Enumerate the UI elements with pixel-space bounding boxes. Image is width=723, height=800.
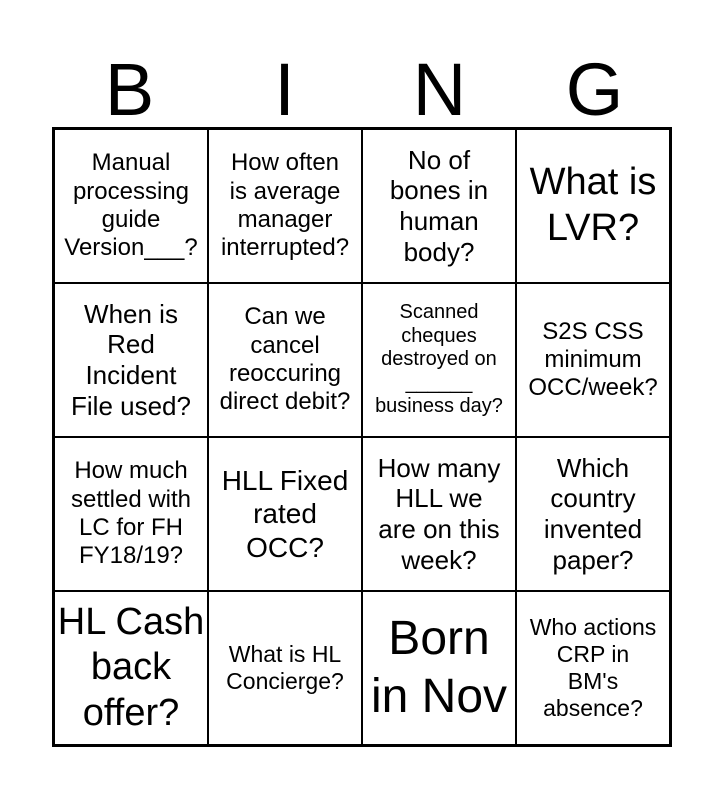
bingo-cell[interactable]: How much settled with LC for FH FY18/19? (54, 437, 208, 591)
bingo-cell[interactable]: When is Red Incident File used? (54, 283, 208, 437)
bingo-cell[interactable]: What is HL Concierge? (208, 591, 362, 745)
bingo-cell[interactable]: HLL Fixed rated OCC? (208, 437, 362, 591)
header-letter-g: G (565, 48, 624, 131)
bingo-cell[interactable]: Which country invented paper? (516, 437, 670, 591)
bingo-cell[interactable]: Scanned cheques destroyed on ______ business day? (362, 283, 516, 437)
bingo-cell[interactable]: S2S CSS minimum OCC/week? (516, 283, 670, 437)
bingo-cell[interactable]: How many HLL we are on this week? (362, 437, 516, 591)
bingo-header (52, 48, 672, 131)
header-letter-b: B (104, 48, 155, 131)
bingo-cell[interactable]: HL Cash back offer? (54, 591, 208, 745)
bingo-cell[interactable]: How often is average manager interrupted? (208, 129, 362, 283)
bingo-cell[interactable]: No of bones in human body? (362, 129, 516, 283)
bingo-cell[interactable]: Manual processing guide Version___? (54, 129, 208, 283)
bingo-cell[interactable]: Born in Nov (362, 591, 516, 745)
header-letter-i: I (274, 48, 295, 131)
bingo-board (52, 127, 672, 747)
bingo-cell[interactable]: What is LVR? (516, 129, 670, 283)
header-letter-n: N (412, 48, 467, 131)
bingo-cell[interactable]: Can we cancel reoccuring direct debit? (208, 283, 362, 437)
bingo-cell[interactable]: Who actions CRP in BM's absence? (516, 591, 670, 745)
